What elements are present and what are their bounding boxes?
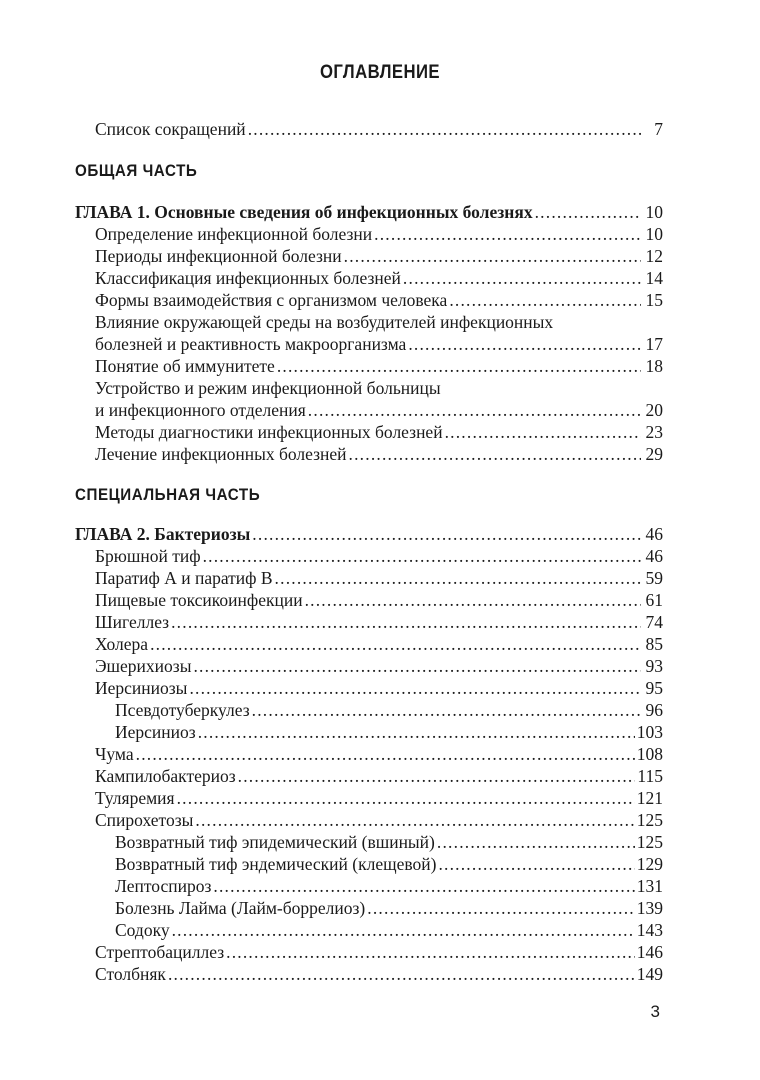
dot-leader [437,831,635,853]
dot-leader [275,567,641,589]
toc-row[interactable] [95,289,663,311]
toc-page: 10 [645,202,663,222]
dot-leader [277,355,641,377]
toc-row[interactable] [95,765,663,787]
toc-label: болезней и реактивность макроорганизма [95,334,407,354]
dot-leader [403,267,641,289]
dot-leader [374,223,641,245]
toc-label: Периоды инфекционной болезни [95,246,342,266]
toc-page: 15 [645,290,663,310]
dot-leader [172,919,635,941]
dot-leader [203,545,641,567]
dot-leader [248,118,641,140]
toc-page: 129 [636,854,663,874]
toc-label: Возвратный тиф эндемический (клещевой) [115,854,437,874]
toc-row[interactable] [95,567,663,589]
dot-leader [445,421,641,443]
dot-leader [213,875,634,897]
dot-leader [171,611,641,633]
toc-page: 74 [645,612,663,632]
toc-page: 14 [645,268,663,288]
toc-row[interactable] [95,245,663,267]
toc-row[interactable] [95,333,663,355]
toc-label: Понятие об иммунитете [95,356,275,376]
toc-page: 59 [645,568,663,588]
dot-leader [252,523,641,545]
toc-row[interactable] [95,743,663,765]
toc-page: 18 [645,356,663,376]
toc-row[interactable] [95,963,663,985]
dot-leader [136,743,635,765]
dot-leader [150,633,641,655]
toc-page: 29 [645,444,663,464]
toc-row[interactable] [95,655,663,677]
toc-row[interactable] [95,399,663,421]
dot-leader [226,941,635,963]
toc-row[interactable] [95,677,663,699]
dot-leader [408,333,641,355]
toc-page: 20 [645,400,663,420]
toc-page: 143 [636,920,663,940]
toc-row[interactable] [115,721,663,743]
toc-page: 125 [636,832,663,852]
dot-leader [177,787,635,809]
dot-leader [238,765,636,787]
toc-row[interactable] [95,633,663,655]
toc-page: 95 [645,678,663,698]
toc-page: 46 [645,546,663,566]
toc-row[interactable] [95,421,663,443]
toc-label: Холера [95,634,149,654]
toc-label: Стрептобациллез [95,942,225,962]
toc-row[interactable] [95,941,663,963]
toc-label: Псевдотуберкулез [115,700,250,720]
toc-page: 103 [636,722,663,742]
toc-page: 85 [645,634,663,654]
toc-label-continued[interactable]: Влияние окружающей среды на возбудителей инфекционных [95,312,554,332]
toc-row[interactable] [95,355,663,377]
toc-label: Возвратный тиф эпидемический (вшиный) [115,832,435,852]
toc-label: Иерсиниоз [115,722,196,742]
toc-page: 146 [636,942,663,962]
toc-row[interactable] [95,118,663,140]
dot-leader [349,443,641,465]
chapter-1-row[interactable] [75,201,663,223]
toc-label: Кампилобактериоз [95,766,236,786]
dot-leader [367,897,634,919]
toc-label: Лептоспироз [115,876,212,896]
toc-label: Методы диагностики инфекционных болезней [95,422,443,442]
toc-row[interactable] [115,897,663,919]
toc-page: 7 [654,119,663,139]
toc-label: Список сокращений [95,119,246,139]
toc-label-continued[interactable]: Устройство и режим инфекционной больницы [95,378,441,398]
toc-label: Иерсиниозы [95,678,188,698]
toc-label: Спирохетозы [95,810,194,830]
toc-page: 23 [645,422,663,442]
dot-leader [198,721,635,743]
dot-leader [189,677,641,699]
toc-label: Пищевые токсикоинфекции [95,590,303,610]
toc-label: Шигеллез [95,612,170,632]
toc-label: Классификация инфекционных болезней [95,268,401,288]
dot-leader [193,655,641,677]
section-heading-general: ОБЩАЯ ЧАСТЬ [75,162,198,180]
toc-row[interactable] [95,611,663,633]
toc-label: Туляремия [95,788,175,808]
page-number: 3 [650,1002,660,1021]
toc-row[interactable] [95,267,663,289]
chapter-2-row[interactable] [75,523,663,545]
dot-leader [195,809,634,831]
toc-row[interactable] [115,875,663,897]
dot-leader [449,289,641,311]
dot-leader [308,399,641,421]
toc-page: 149 [636,964,663,984]
toc-row[interactable] [95,787,663,809]
toc-page: 93 [645,656,663,676]
toc-page: 121 [636,788,663,808]
toc-page: 96 [645,700,663,720]
toc-page: 46 [645,524,663,544]
toc-page: 139 [636,898,663,918]
toc-page: 115 [637,766,663,786]
toc-row[interactable] [115,919,663,941]
toc-label: Брюшной тиф [95,546,201,566]
toc-page: 61 [645,590,663,610]
toc-label: ГЛАВА 2. Бактериозы [75,524,251,544]
toc-page: 108 [636,744,663,764]
dot-leader [535,201,641,223]
toc-row[interactable] [115,699,663,721]
toc-label: Содоку [115,920,170,940]
toc-label: Лечение инфекционных болезней [95,444,347,464]
toc-label: Столбняк [95,964,166,984]
toc-label: ГЛАВА 1. Основные сведения об инфекционных болезнях [75,202,533,222]
toc-label: Чума [95,744,134,764]
dot-leader [168,963,635,985]
toc-row[interactable] [95,809,663,831]
toc-label: Формы взаимодействия с организмом человека [95,290,448,310]
toc-page: 10 [645,224,663,244]
toc-page: 17 [645,334,663,354]
toc-label: Паратиф А и паратиф В [95,568,273,588]
dot-leader [438,853,634,875]
toc-row[interactable] [115,853,663,875]
dot-leader [305,589,641,611]
toc-page: 125 [636,810,663,830]
dot-leader [344,245,641,267]
toc-label: Эшерихиозы [95,656,192,676]
section-heading-special: СПЕЦИАЛЬНАЯ ЧАСТЬ [75,486,261,504]
toc-row[interactable] [95,223,663,245]
toc-label: Определение инфекционной болезни [95,224,373,244]
toc-row[interactable] [95,545,663,567]
toc-row[interactable] [95,589,663,611]
page-title: ОГЛАВЛЕНИЕ [319,62,441,83]
toc-label: и инфекционного отделения [95,400,306,420]
toc-row[interactable] [95,443,663,465]
dot-leader [252,699,641,721]
toc-page: 12 [645,246,663,266]
toc-page: 131 [636,876,663,896]
toc-row[interactable] [115,831,663,853]
toc-label: Болезнь Лайма (Лайм-боррелиоз) [115,898,366,918]
